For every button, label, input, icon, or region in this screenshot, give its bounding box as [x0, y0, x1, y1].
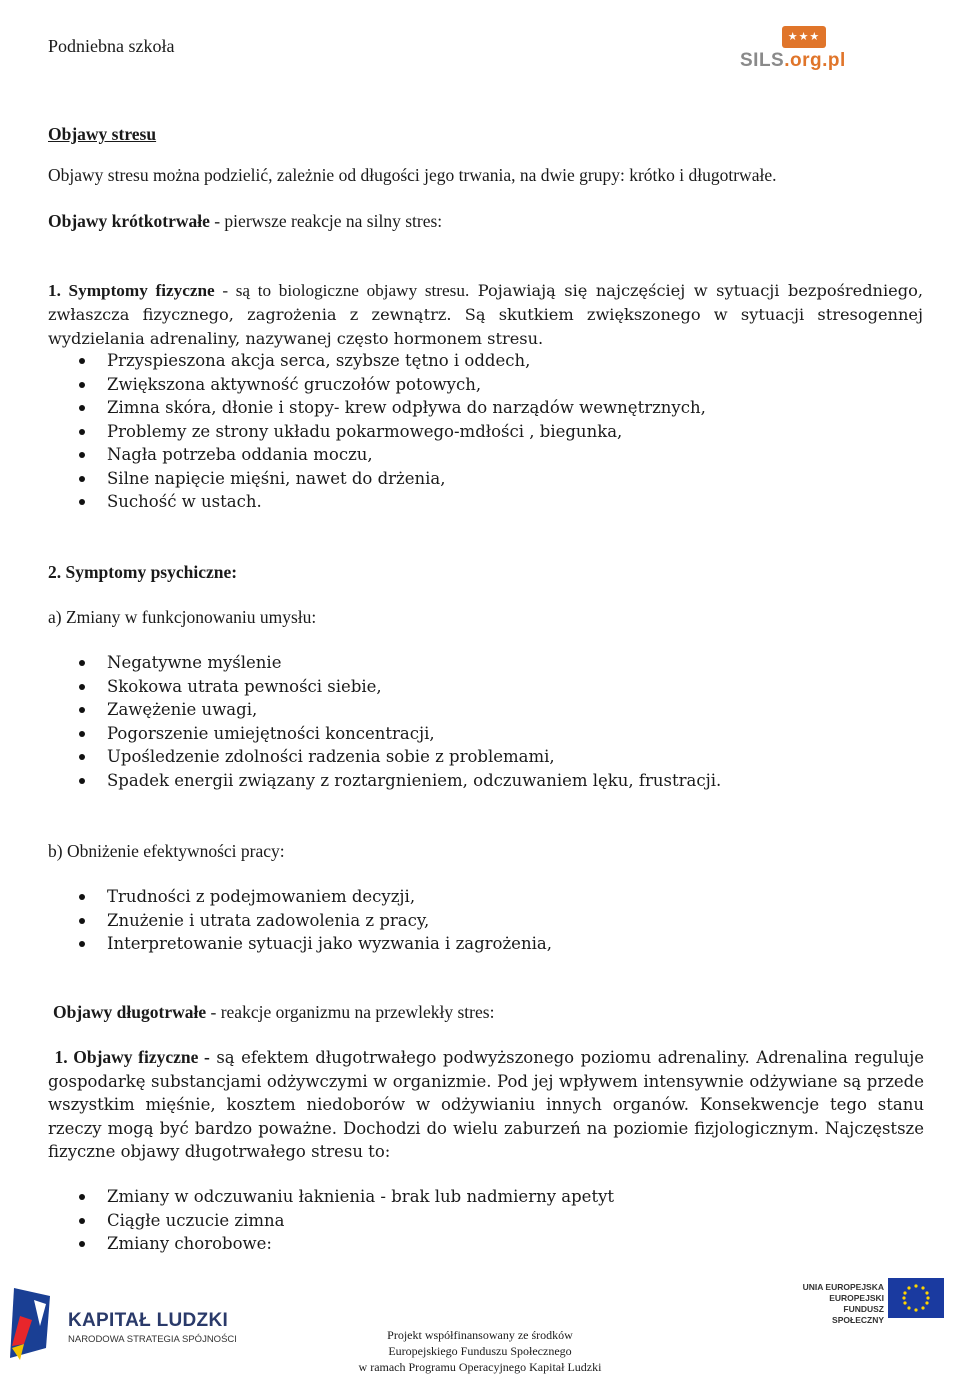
- short-term-label: Objawy krótkotrwałe: [48, 211, 210, 231]
- bullet-icon: [79, 731, 85, 737]
- bullet-icon: [79, 894, 85, 900]
- kapital-ludzki-title: KAPITAŁ LUDZKI: [68, 1310, 229, 1331]
- long-term-physical-paragraph: [48, 1046, 924, 1164]
- project-funding-note: [340, 1327, 620, 1375]
- project-line-1: Projekt współfinansowany ze środków: [387, 1328, 573, 1342]
- bullet-icon: [79, 660, 85, 666]
- section-title: Objawy stresu: [48, 124, 157, 144]
- list-item: Zmiany w odczuwaniu łaknienia - brak lub nadmierny apetyt: [48, 1185, 928, 1209]
- physical-label: 1. Symptomy fizyczne: [48, 281, 215, 300]
- list-item: Zwiększona aktywność gruczołów potowych,: [48, 373, 928, 397]
- eu-logo: [792, 1278, 952, 1325]
- list-item: Interpretowanie sytuacji jako wyzwania i zagrożenia,: [48, 932, 928, 956]
- list-item: Zawężenie uwagi,: [48, 698, 928, 722]
- bullet-icon: [79, 918, 85, 924]
- long-term-label: Objawy długotrwałe: [53, 1002, 207, 1022]
- physical-desc-a: - są to biologiczne objawy stresu.: [214, 281, 470, 300]
- psychic-a-list: [48, 651, 928, 792]
- list-item: Problemy ze strony układu pokarmowego-mdłości , biegunka,: [48, 420, 928, 444]
- psychic-b-list: [48, 885, 928, 956]
- bullet-icon: [79, 1241, 85, 1247]
- bullet-icon: [79, 1218, 85, 1224]
- long-term-heading: [53, 1001, 933, 1024]
- eu-line-3: FUNDUSZ SPOŁECZNY: [832, 1304, 884, 1325]
- list-item: Suchość w ustach.: [48, 490, 928, 514]
- list-item: Zimna skóra, dłonie i stopy- krew odpływa do narządów wewnętrznych,: [48, 396, 928, 420]
- list-item: Skokowa utrata pewności siebie,: [48, 675, 928, 699]
- list-item: Spadek energii związany z roztargnieniem, odczuwaniem lęku, frustracji.: [48, 769, 928, 793]
- logo-people-icon: ★★★: [782, 26, 826, 48]
- logo-domain: .org.pl: [784, 50, 846, 71]
- bullet-icon: [79, 941, 85, 947]
- bullet-icon: [79, 684, 85, 690]
- list-item: Trudności z podejmowaniem decyzji,: [48, 885, 928, 909]
- short-term-desc: - pierwsze reakcje na silny stres:: [209, 211, 443, 231]
- long-term-physical-text: są efektem długotrwałego podwyższonego poziomu adrenaliny. Adrenalina reguluje gospodarkę substancjami odżywczymi w organizmie. Pod jej wpływem intensywnie odżywiane są przede wszystkim mięśnie, kosztem niedoborów w odżywianiu innych organów. Konsekwencje tego stanu rzeczy mogą być bardzo poważne. Dochodzi do wielu zaburzeń na poziomie fizjologicznym. Najczęstsze fizyczne objawy długotrwałego stresu to:: [48, 1048, 924, 1161]
- bullet-icon: [79, 358, 85, 364]
- list-item: Pogorszenie umiejętności koncentracji,: [48, 722, 928, 746]
- kapital-ludzki-logo: [6, 1286, 246, 1366]
- bullet-icon: [79, 429, 85, 435]
- list-item: Zmiany chorobowe:: [48, 1232, 928, 1256]
- bullet-icon: [79, 754, 85, 760]
- long-term-physical-label: 1. Objawy fizyczne -: [54, 1047, 210, 1067]
- bullet-icon: [79, 452, 85, 458]
- psychic-b-heading: b) Obniżenie efektywności pracy:: [48, 841, 285, 861]
- physical-desc-b: Pojawiają się najczęściej w sytuacji bezpośredniego, zwłaszcza fizycznego, zagrożenia z zewnątrz. Są skutkiem zwiększonego w sytuacji stresogennej wydzielania adrenaliny, nazywanej często hormonem stresu.: [48, 281, 923, 348]
- list-item: Negatywne myślenie: [48, 651, 928, 675]
- project-line-2: Europejskiego Funduszu Społecznego: [388, 1344, 572, 1358]
- bullet-icon: [79, 499, 85, 505]
- header-title: Podniebna szkoła: [48, 36, 175, 56]
- eu-line-2: EUROPEJSKI: [829, 1293, 884, 1303]
- list-item: Znużenie i utrata zadowolenia z pracy,: [48, 909, 928, 933]
- bullet-icon: [79, 382, 85, 388]
- sils-logo: [740, 26, 858, 76]
- kapital-ludzki-subtitle: NARODOWA STRATEGIA SPÓJNOŚCI: [68, 1334, 237, 1345]
- psychic-a-heading: a) Zmiany w funkcjonowaniu umysłu:: [48, 607, 317, 627]
- list-item: Silne napięcie mięśni, nawet do drżenia,: [48, 467, 928, 491]
- project-line-3: w ramach Programu Operacyjnego Kapitał Ludzki: [358, 1360, 602, 1374]
- logo-text: SILS: [740, 50, 785, 71]
- eu-flag-icon: [888, 1278, 944, 1318]
- short-term-heading: [48, 210, 928, 233]
- bullet-icon: [79, 707, 85, 713]
- physical-symptoms-paragraph: [48, 279, 923, 351]
- list-item: Ciągłe uczucie zimna: [48, 1209, 928, 1233]
- list-item: Upośledzenie zdolności radzenia sobie z problemami,: [48, 745, 928, 769]
- long-term-desc: - reakcje organizmu na przewlekły stres:: [206, 1002, 495, 1022]
- bullet-icon: [79, 405, 85, 411]
- psychic-heading: 2. Symptomy psychiczne:: [48, 562, 238, 582]
- list-item: Przyspieszona akcja serca, szybsze tętno i oddech,: [48, 349, 928, 373]
- bullet-icon: [79, 1194, 85, 1200]
- intro-paragraph: Objawy stresu można podzielić, zależnie od długości jego trwania, na dwie grupy: krótko i długotrwałe.: [48, 165, 777, 185]
- long-term-list: [48, 1185, 928, 1256]
- bullet-icon: [79, 476, 85, 482]
- physical-symptoms-list: [48, 349, 928, 514]
- eu-line-1: UNIA EUROPEJSKA: [802, 1282, 884, 1292]
- bullet-icon: [79, 778, 85, 784]
- kapital-ludzki-emblem-icon: [6, 1286, 56, 1366]
- list-item: Nagła potrzeba oddania moczu,: [48, 443, 928, 467]
